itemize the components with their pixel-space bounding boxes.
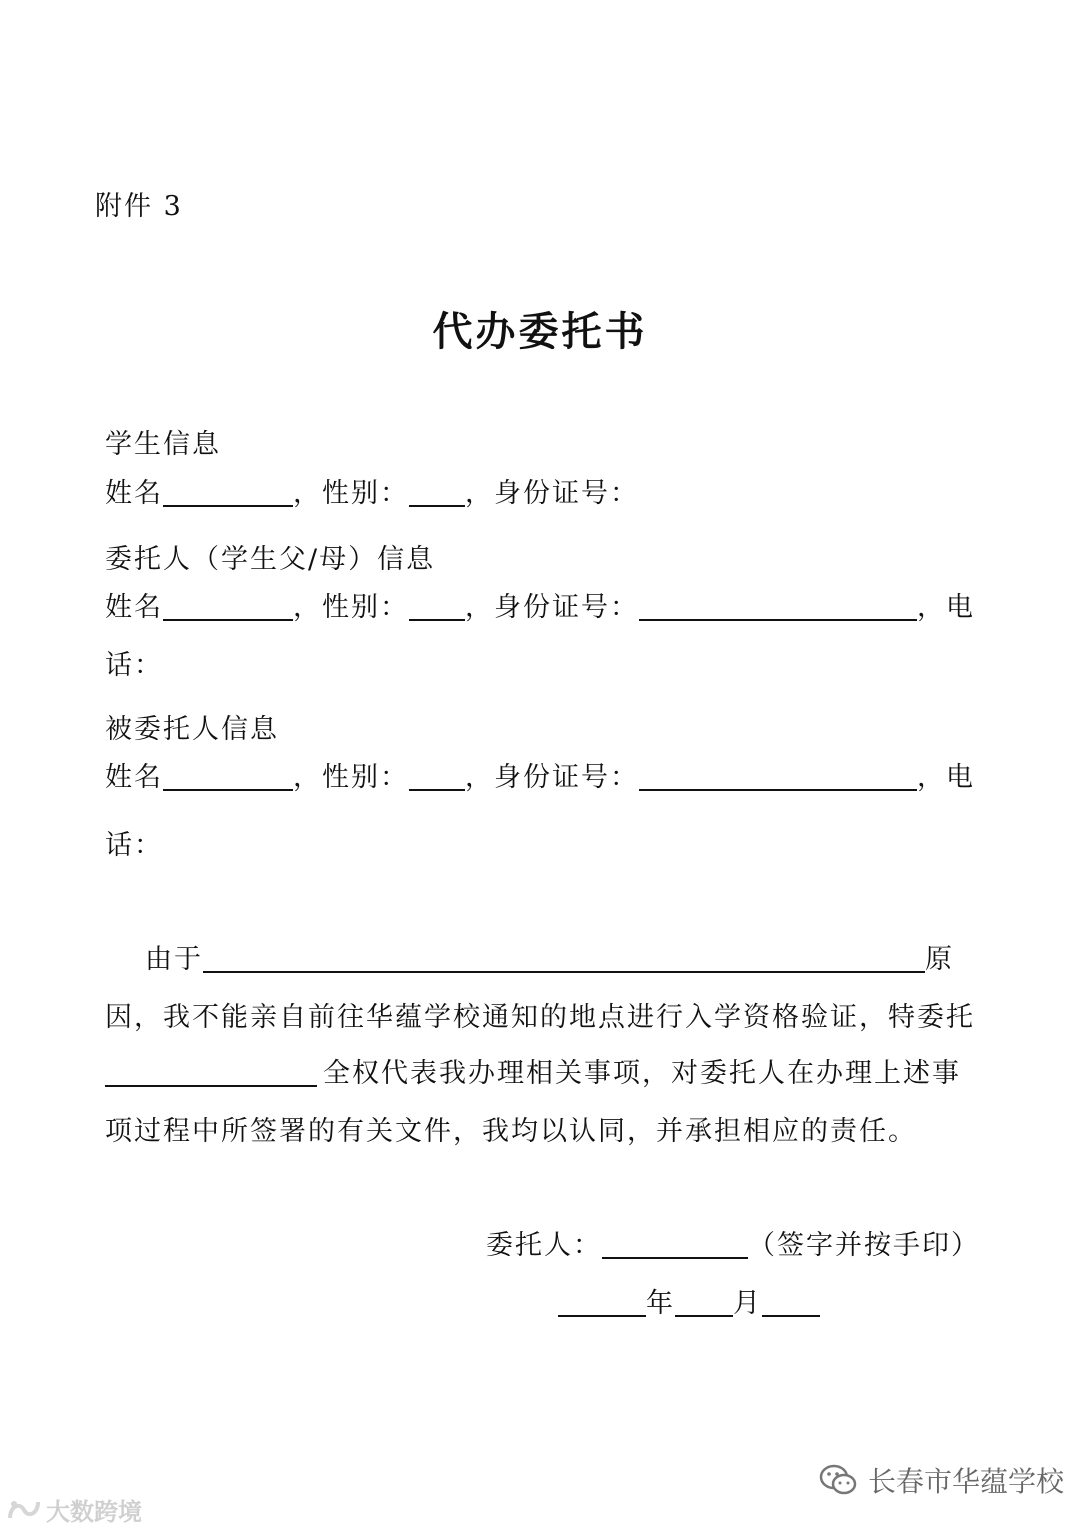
statement-line-1 xyxy=(145,946,954,973)
client-phone-label-b: 话： xyxy=(105,650,163,681)
student-name-label: 姓名 xyxy=(105,478,163,509)
agent-info-line xyxy=(105,764,975,791)
month-label: 月 xyxy=(733,1288,762,1319)
agent-phone-label-a: ，电 xyxy=(917,762,975,793)
agent-gender-blank[interactable] xyxy=(409,767,465,791)
reason-blank[interactable] xyxy=(203,949,925,973)
day-blank[interactable] xyxy=(762,1293,820,1317)
statement-prefix: 由于 xyxy=(145,944,203,975)
agent-authorize-blank[interactable] xyxy=(105,1063,317,1087)
signature-blank[interactable] xyxy=(602,1235,748,1259)
signature-line xyxy=(486,1232,980,1259)
document-title: 代办委托书 xyxy=(432,309,648,355)
watermark-left xyxy=(6,1492,142,1527)
client-id-label: ，身份证号： xyxy=(465,592,639,623)
agent-gender-label: ，性别： xyxy=(293,762,409,793)
client-info-line xyxy=(105,594,975,621)
client-gender-blank[interactable] xyxy=(409,597,465,621)
watermark-right-text: 长春市华蕴学校 xyxy=(868,1465,1065,1498)
statement-suffix: 原 xyxy=(925,944,954,975)
date-line xyxy=(558,1290,820,1317)
agent-section-heading: 被委托人信息 xyxy=(105,714,279,745)
statement-line-3-text: 全权代表我办理相关事项，对委托人在办理上述事 xyxy=(323,1058,961,1089)
watermark-left-logo-icon xyxy=(6,1498,42,1522)
statement-line-3 xyxy=(105,1060,961,1087)
client-gender-label: ，性别： xyxy=(293,592,409,623)
wechat-logo-icon xyxy=(818,1462,858,1498)
statement-line-4: 项过程中所签署的有关文件，我均以认同，并承担相应的责任。 xyxy=(105,1116,917,1147)
client-phone-label-a: ，电 xyxy=(917,592,975,623)
student-info-line xyxy=(105,480,639,507)
student-section-heading: 学生信息 xyxy=(105,429,221,460)
agent-id-label: ，身份证号： xyxy=(465,762,639,793)
student-id-label: ，身份证号： xyxy=(465,478,639,509)
client-section-heading: 委托人（学生父/母）信息 xyxy=(105,544,436,575)
agent-name-label: 姓名 xyxy=(105,762,163,793)
student-name-blank[interactable] xyxy=(163,483,293,507)
month-blank[interactable] xyxy=(675,1293,733,1317)
agent-name-blank[interactable] xyxy=(163,767,293,791)
student-gender-blank[interactable] xyxy=(409,483,465,507)
watermark-right xyxy=(818,1460,1064,1500)
year-blank[interactable] xyxy=(558,1293,646,1317)
agent-phone-label-b: 话： xyxy=(105,830,163,861)
year-label: 年 xyxy=(646,1288,675,1319)
attachment-label: 附件 3 xyxy=(95,191,183,222)
client-name-blank[interactable] xyxy=(163,597,293,621)
agent-id-blank[interactable] xyxy=(639,767,917,791)
signature-label: 委托人： xyxy=(486,1230,602,1261)
statement-line-2: 因，我不能亲自前往华蕴学校通知的地点进行入学资格验证，特委托 xyxy=(105,1002,975,1033)
client-name-label: 姓名 xyxy=(105,592,163,623)
watermark-left-text: 大数跨境 xyxy=(46,1498,142,1526)
student-gender-label: ，性别： xyxy=(293,478,409,509)
signature-note: （签字并按手印） xyxy=(748,1230,980,1261)
client-id-blank[interactable] xyxy=(639,597,917,621)
